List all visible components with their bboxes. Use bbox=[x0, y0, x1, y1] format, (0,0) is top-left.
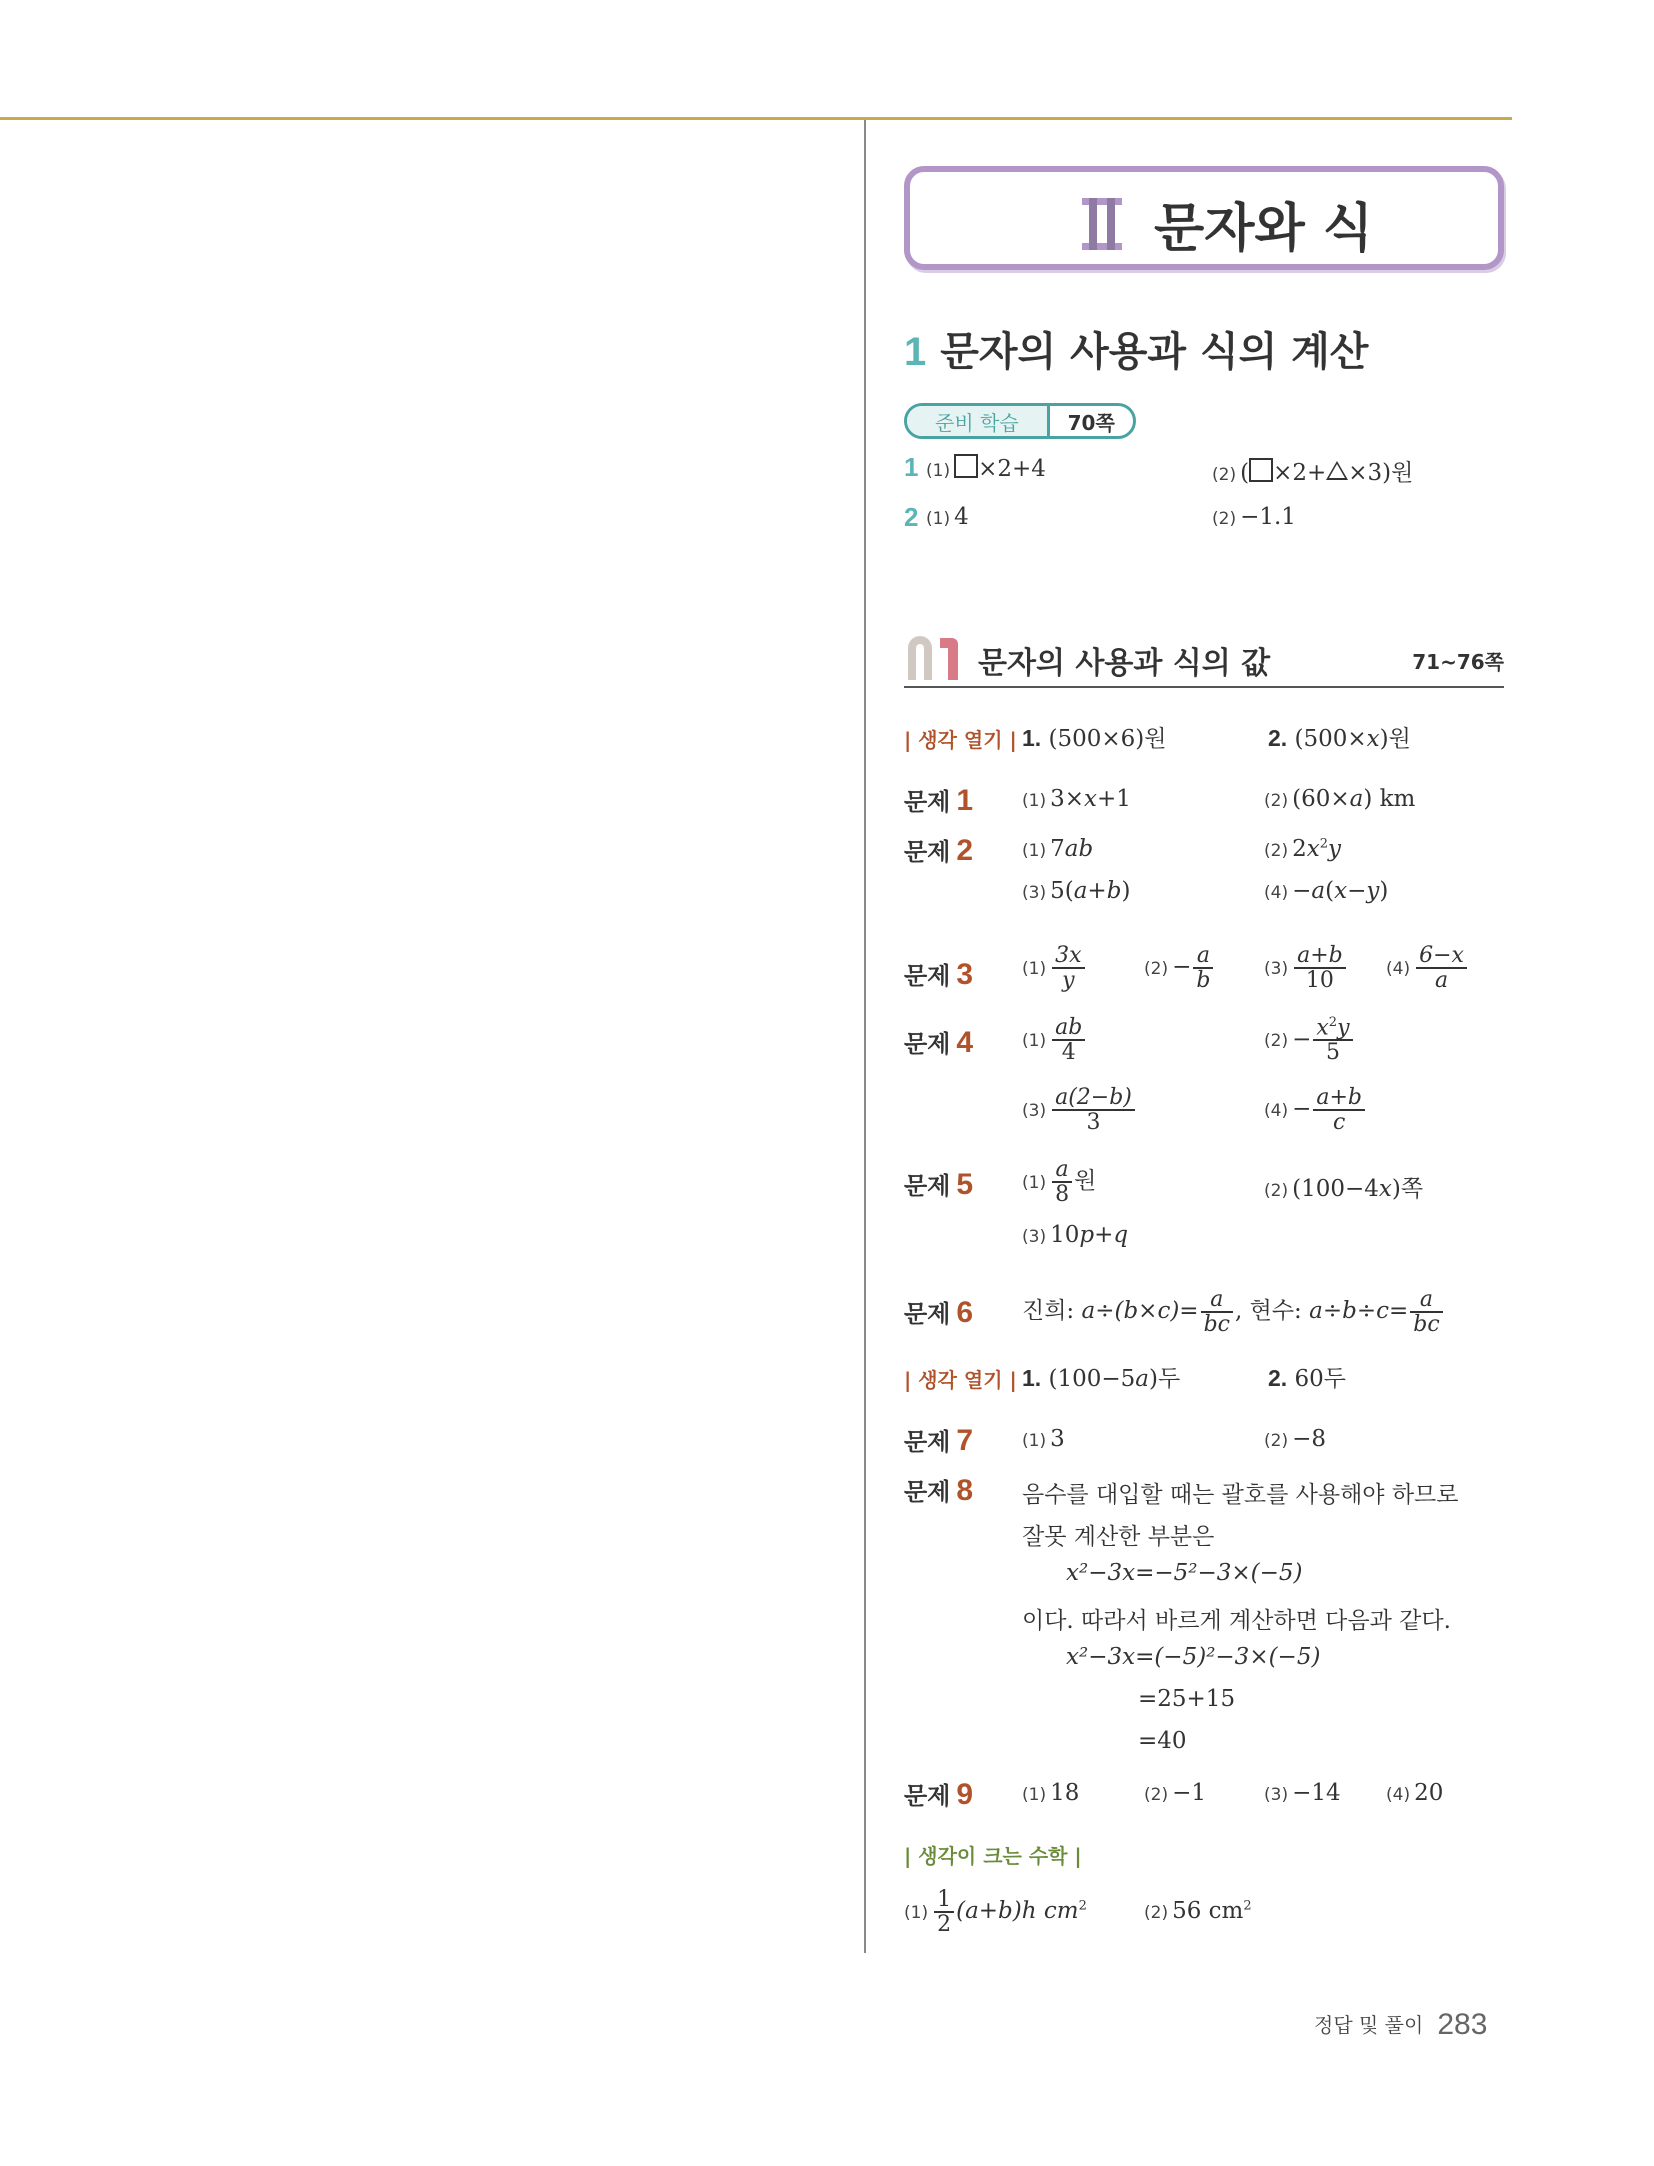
problem-8-eq4: =40 bbox=[1138, 1728, 1187, 1754]
problem-9-label: 문제 9 bbox=[904, 1778, 974, 1811]
problem-1-label: 문제 1 bbox=[904, 784, 974, 817]
problem-8-eq1: x²−3x=−5²−3×(−5) bbox=[1066, 1560, 1303, 1586]
growing-math-2: (2) 56 $cm^2$ bbox=[1144, 1898, 1252, 1924]
problem-8-line3: 이다. 따라서 바르게 계산하면 다음과 같다. bbox=[1022, 1608, 1451, 1634]
top-rule bbox=[0, 117, 1512, 120]
problem-8-label: 문제 8 bbox=[904, 1474, 974, 1507]
lesson-number-badge bbox=[904, 630, 964, 682]
problem-9-3: (3) −14 bbox=[1264, 1780, 1341, 1806]
lesson-title: 문자의 사용과 식의 값 bbox=[978, 646, 1271, 681]
problem-7-label: 문제 7 bbox=[904, 1424, 974, 1457]
problem-9-4: (4) 20 bbox=[1386, 1780, 1444, 1806]
lesson-heading bbox=[904, 630, 1504, 688]
problem-8-eq3: =25+15 bbox=[1138, 1686, 1236, 1712]
prep-item-1b: (2) ( ×2+ ×3)원 bbox=[1212, 460, 1414, 486]
think2-a: 1. (100−5a)두 bbox=[1022, 1365, 1181, 1392]
problem-3-4: (4) $\frac{6-x}{a}$ bbox=[1386, 944, 1469, 992]
blank-box-icon bbox=[1249, 458, 1273, 482]
problem-1a: (1) 3×x+1 bbox=[1022, 786, 1131, 812]
problem-3-label: 문제 3 bbox=[904, 958, 974, 991]
section-number: 1 bbox=[904, 330, 927, 374]
problem-4-1: (1) $\frac{ab}{4}$ bbox=[1022, 1016, 1087, 1064]
prep-item-1a: (1) ×2+4 bbox=[926, 456, 1046, 482]
section-heading bbox=[904, 320, 1368, 377]
think-open-tag: | 생각 열기 | bbox=[904, 728, 1017, 752]
page-number: 283 bbox=[1437, 2008, 1488, 2041]
section-title: 문자의 사용과 식의 계산 bbox=[940, 329, 1369, 375]
column-divider bbox=[864, 120, 866, 1953]
roman-numeral-two-icon bbox=[1082, 198, 1122, 250]
growing-math-tag: | 생각이 크는 수학 | bbox=[904, 1844, 1082, 1868]
prep-item-2a: (1) 4 bbox=[926, 504, 969, 530]
problem-6-answer: 진희: a÷(b×c)= $\frac{a}{bc}$ , 현수: a÷b÷c= $\frac{a}{bc}$ bbox=[1022, 1288, 1445, 1336]
problem-9-2: (2) −1 bbox=[1144, 1780, 1206, 1806]
think1-b: 2. (500×x)원 bbox=[1268, 725, 1411, 752]
prep-item-2b: (2) −1.1 bbox=[1212, 504, 1296, 530]
problem-4-label: 문제 4 bbox=[904, 1026, 974, 1059]
problem-5-1: (1) $\frac{a}{8}$ 원 bbox=[1022, 1157, 1097, 1208]
lesson-pages: 71~76쪽 bbox=[1412, 650, 1504, 674]
prep-badge bbox=[904, 403, 1136, 439]
problem-8-eq2: x²−3x=(−5)²−3×(−5) bbox=[1066, 1644, 1321, 1670]
problem-3-3: (3) $\frac{a+b}{10}$ bbox=[1264, 944, 1348, 992]
problem-2-4: (4) −a(x−y) bbox=[1264, 878, 1389, 904]
blank-box-icon bbox=[954, 454, 978, 478]
chapter-title: 문자와 식 bbox=[1154, 199, 1374, 259]
think1-a: 1. (500×6)원 bbox=[1022, 725, 1167, 752]
problem-2-3: (3) 5(a+b) bbox=[1022, 878, 1131, 904]
problem-5-3: (3) 10p+q bbox=[1022, 1222, 1129, 1248]
problem-3-2: (2) − $\frac{a}{b}$ bbox=[1144, 944, 1215, 992]
prep-label: 준비 학습 bbox=[907, 406, 1050, 436]
problem-3-1: (1) $\frac{3x}{y}$ bbox=[1022, 944, 1087, 992]
prep-item-number: 2 bbox=[904, 502, 919, 532]
prep-page: 70쪽 bbox=[1067, 410, 1115, 435]
problem-5-2: (2) (100−4x)쪽 bbox=[1264, 1176, 1424, 1202]
problem-1b: (2) (60×a) km bbox=[1264, 786, 1416, 812]
problem-2-2: (2) $2x^2y$ bbox=[1264, 836, 1341, 862]
growing-math-1: (1) $\frac{1}{2}$ (a+b)h $cm^2$ bbox=[904, 1887, 1087, 1938]
problem-6-label: 문제 6 bbox=[904, 1296, 974, 1329]
problem-2-label: 문제 2 bbox=[904, 834, 974, 867]
problem-7a: (1) 3 bbox=[1022, 1426, 1065, 1452]
problem-9-1: (1) 18 bbox=[1022, 1780, 1080, 1806]
problem-5-label: 문제 5 bbox=[904, 1168, 974, 1201]
prep-item-number: 1 bbox=[904, 452, 919, 482]
think2-b: 2. 60두 bbox=[1268, 1365, 1346, 1392]
problem-7b: (2) −8 bbox=[1264, 1426, 1326, 1452]
problem-4-4: (4) − $\frac{a+b}{c}$ bbox=[1264, 1086, 1367, 1134]
problem-4-3: (3) $\frac{a(2-b)}{3}$ bbox=[1022, 1086, 1137, 1134]
problem-2-1: (1) 7ab bbox=[1022, 836, 1094, 862]
page-footer bbox=[1314, 2008, 1487, 2042]
footer-label: 정답 및 풀이 bbox=[1314, 2013, 1424, 2037]
problem-4-2: (2) − $\frac{x^2y}{5}$ bbox=[1264, 1016, 1355, 1065]
problem-8-line2: 잘못 계산한 부분은 bbox=[1022, 1524, 1215, 1550]
problem-8-line1: 음수를 대입할 때는 괄호를 사용해야 하므로 bbox=[1022, 1482, 1459, 1508]
triangle-icon bbox=[1326, 461, 1348, 480]
chapter-heading bbox=[904, 166, 1504, 270]
think-open-tag: | 생각 열기 | bbox=[904, 1368, 1017, 1392]
